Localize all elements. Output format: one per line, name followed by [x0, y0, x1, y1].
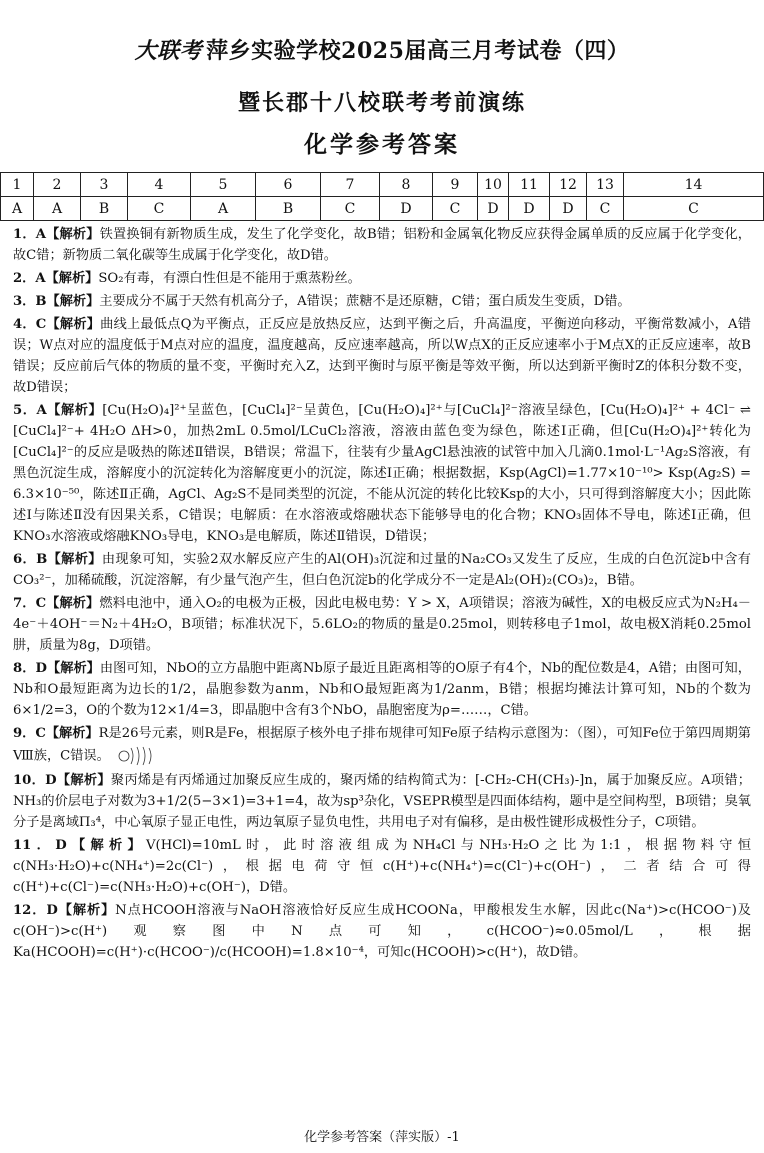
explanation-item: [13, 658, 751, 721]
item-lead: 1．A【解析】: [13, 227, 100, 242]
answer-cell: C: [128, 197, 191, 221]
explanation-item: [13, 593, 751, 656]
item-text: 由现象可知，实验2双水解反应产生的Al(OH)₃沉淀和过量的Na₂CO₃又发生了反应，生成的白色沉淀b中含有CO₃²⁻，加稀硫酸，沉淀溶解，有少量气泡产生，但白色沉淀b的化学成分不一定是Al₂(OH)₂(CO₃)₂，B错。: [13, 552, 751, 588]
answer-cell: C: [433, 197, 478, 221]
explanation-item: [13, 291, 751, 312]
item-text: 铁置换铜有新物质生成，发生了化学变化，故B错；铝粉和金属氧化物反应获得金属单质的反应属于化学变化，故C错；新物质二氧化碳等生成属于化学变化，故D错。: [13, 227, 751, 263]
explanation-item: [13, 549, 751, 591]
question-number: 2: [34, 173, 81, 197]
fe-atomic-structure-diagram: [114, 744, 154, 768]
explanations: [13, 224, 751, 965]
question-number: 6: [256, 173, 321, 197]
item-lead: 6．B【解析】: [13, 552, 102, 567]
explanation-item: [13, 224, 751, 266]
question-number: 8: [380, 173, 433, 197]
question-number: 4: [128, 173, 191, 197]
explanation-item: [13, 723, 751, 768]
question-number: 9: [433, 173, 478, 197]
item-text: N点HCOOH溶液与NaOH溶液恰好反应生成HCOONa，甲酸根发生水解，因此c(Na⁺)>c(HCOO⁻)及c(OH⁻)>c(H⁺)观察图中N点可知，c(HCOO⁻)≈0.05mol/L，根据Ka(HCOOH)=c(H⁺)·c(HCOO⁻)/c(HCOOH)=1.8×10⁻⁴，可知c(HCOOH)>c(H⁺)，故D错。: [13, 903, 751, 960]
item-lead: 2．A【解析】: [13, 271, 99, 286]
answer-cell: A: [191, 197, 256, 221]
question-number: 3: [81, 173, 128, 197]
answer-cell: D: [478, 197, 509, 221]
item-lead: 9．C【解析】: [13, 726, 99, 741]
brand-logo-text: 大联考: [134, 38, 203, 64]
question-number: 11: [509, 173, 550, 197]
item-text: R是26号元素，则R是Fe，根据原子核外电子排布规律可知Fe原子结构示意图为：（图），可知Fe位于第四周期第Ⅷ族，C错误。: [13, 726, 751, 764]
answer-cell: C: [624, 197, 764, 221]
item-text: 聚丙烯是有丙烯通过加聚反应生成的，聚丙烯的结构简式为：[-CH₂-CH(CH₃)-]n，属于加聚反应。A项错；NH₃的价层电子对数为3+1/2(5−3×1)=3+1=4，故为sp³杂化，VSEPR模型是四面体结构，题中是空间构型，B项错；臭氧分子是离域Π₃⁴，中心氧原子显正电性，两边氧原子显负电性，共用电子对有偏移，是由极性键形成极性分子，C项错。: [13, 773, 751, 830]
exam-subtitle: 暨长郡十八校联考考前演练: [237, 90, 526, 116]
item-lead: 12．D【解析】: [13, 903, 116, 918]
answer-table: [0, 172, 764, 221]
item-text: 燃料电池中，通入O₂的电极为正极，因此电极电势：Y > X，A项错误；溶液为碱性，X的电极反应式为N₂H₄－4e⁻＋4OH⁻＝N₂＋4H₂O，B项错；标准状况下，5.6LO₂的物质的量是0.25mol，则转移电子1mol，故电极X消耗0.25mol肼，质量为8g，D项错。: [13, 596, 751, 653]
explanation-item: [13, 900, 751, 963]
explanation-item: [13, 268, 751, 289]
answer-cell: D: [380, 197, 433, 221]
item-lead: 4．C【解析】: [13, 317, 101, 332]
question-number: 14: [624, 173, 764, 197]
explanation-item: [13, 770, 751, 833]
answer-cell: C: [321, 197, 380, 221]
explanation-item: [13, 835, 751, 898]
item-text: 由图可知，NbO的立方晶胞中距离Nb原子最近且距离相等的O原子有4个，Nb的配位数是4，A错；由图可知，Nb和O最短距离为边长的1/2，晶胞参数为anm，Nb和O最短距离为1/2anm，B错；根据均摊法计算可知，Nb的个数为6×1/2=3，O的个数为12×1/4=3，即晶胞中含有3个NbO，晶胞密度为ρ=……，C错。: [13, 661, 751, 718]
item-text: SO₂有毒，有漂白性但是不能用于熏蒸粉丝。: [98, 271, 361, 286]
item-lead: 3．B【解析】: [13, 294, 100, 309]
answer-cell: B: [81, 197, 128, 221]
page-footer: 化学参考答案（萍实版）-1: [304, 1130, 460, 1145]
answer-cell: A: [34, 197, 81, 221]
explanation-item: [13, 400, 751, 547]
question-number: 1: [1, 173, 34, 197]
answer-table-number-row: [1, 173, 764, 197]
explanation-item: [13, 314, 751, 398]
answer-cell: D: [550, 197, 587, 221]
document-title: 化学参考答案: [304, 131, 460, 158]
item-lead: 11．D【解析】: [13, 838, 147, 853]
item-lead: 10．D【解析】: [13, 773, 111, 788]
item-text: V(HCl)=10mL时，此时溶液组成为NH₄Cl与NH₃·H₂O之比为1:1，根据物料守恒c(NH₃·H₂O)+c(NH₄⁺)=2c(Cl⁻)，根据电荷守恒c(H⁺)+c(NH₄⁺)=c(Cl⁻)+c(OH⁻)，二者结合可得c(H⁺)+c(Cl⁻)=c(NH₃·H₂O)+c(OH⁻)，D错。: [13, 838, 752, 895]
question-number: 7: [321, 173, 380, 197]
question-number: 12: [550, 173, 587, 197]
answer-cell: D: [509, 197, 550, 221]
item-lead: 7．C【解析】: [13, 596, 100, 611]
answer-cell: C: [587, 197, 624, 221]
item-lead: 8．D【解析】: [13, 661, 100, 676]
answer-cell: B: [256, 197, 321, 221]
question-number: 10: [478, 173, 509, 197]
question-number: 5: [191, 173, 256, 197]
item-text: 主要成分不属于天然有机高分子，A错误；蔗糖不是还原糖，C错；蛋白质发生变质，D错。: [99, 294, 631, 309]
exam-title: [0, 34, 764, 65]
item-text: 曲线上最低点Q为平衡点，正反应是放热反应，达到平衡之后，升高温度，平衡逆向移动，平衡常数减小，A错误；W点对应的温度低于M点对应的温度，温度越高，反应速率越高，所以W点X的正反应速率小于M点X的正反应速率，故B错误；反应前后气体的物质的量不变，平衡时充入Z，达到平衡时与原平衡是等效平衡，所以达到新平衡时Z的体积分数不变，故D错误；: [13, 317, 751, 395]
question-number: 13: [587, 173, 624, 197]
item-text: [Cu(H₂O)₄]²⁺呈蓝色，[CuCl₄]²⁻呈黄色，[Cu(H₂O)₄]²⁺与[CuCl₄]²⁻溶液呈绿色，[Cu(H₂O)₄]²⁺ + 4Cl⁻ ⇌ [CuCl₄]²⁻+ 4H₂O ΔH>0，加热2mL 0.5mol/LCuCl₂溶液，溶液由蓝色变为绿色，陈述Ⅰ正确，但[Cu(H₂O)₄]²⁺转化为[CuCl₄]²⁻的反应是吸热的陈述Ⅱ错误，B错误；常温下，往装有少量AgCl悬浊液的试管中加入几滴0.1mol·L⁻¹Ag₂S溶液，有黑色沉淀生成，溶解度小的沉淀转化为溶解度更小的沉淀，陈述Ⅰ正确；根据数据，Ksp(AgCl)=1.77×10⁻¹⁰> Ksp(Ag₂S) = 6.3×10⁻⁵⁰，陈述Ⅱ正确，AgCl、Ag₂S不是同类型的沉淀，不能从沉淀的转化比较Ksp的大小，只可得到溶解度大小；因此陈述Ⅰ与陈述Ⅱ没有因果关系，C错误；电解质：在水溶液或熔融状态下能够导电的化合物；KNO₃固体不导电，陈述Ⅰ正确，但KNO₃水溶液或熔融KNO₃导电，KNO₃是电解质，陈述Ⅱ错误，D错误；: [13, 403, 751, 544]
item-lead: 5．A【解析】: [13, 403, 103, 418]
answer-table-answer-row: [1, 197, 764, 221]
exam-title-text: 萍乡实验学校2025届高三月考试卷（四）: [206, 38, 630, 64]
answer-cell: A: [1, 197, 34, 221]
